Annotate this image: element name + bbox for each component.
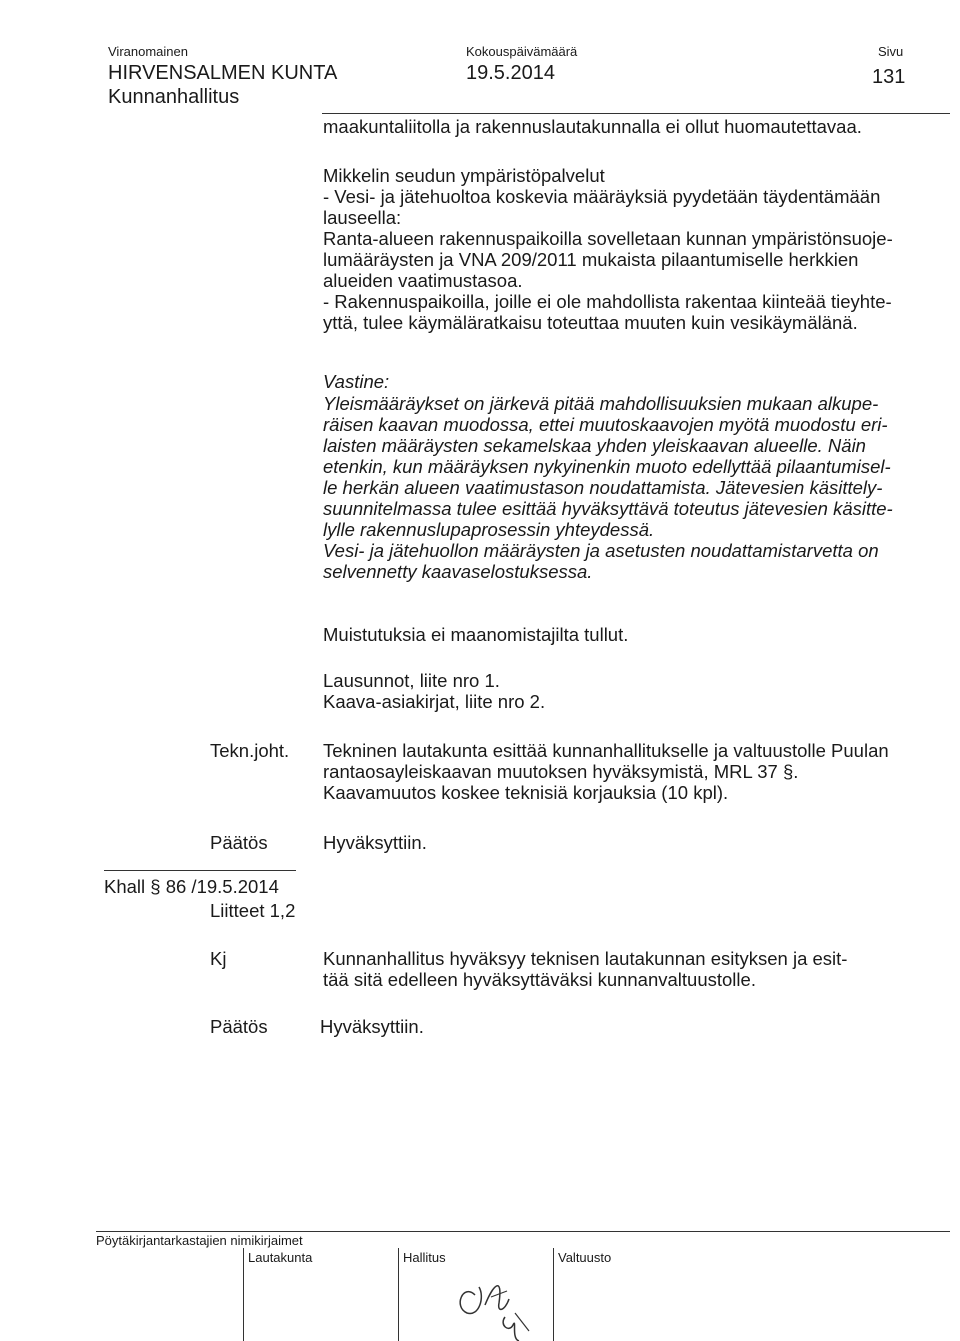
meeting-date: 19.5.2014 — [466, 62, 555, 84]
kj-proposal-line: Kunnanhallitus hyväksyy teknisen lautakunnan esityksen ja esit- — [323, 948, 848, 969]
statement-line: yttä, tulee käymäläratkaisu toteuttaa muuten kuin vesikäymälänä. — [323, 312, 858, 333]
proposal-block — [323, 740, 889, 803]
attachment-line: Kaava-asiakirjat, liite nro 2. — [323, 691, 546, 712]
reply-line: Vesi- ja jätehuollon määräysten ja asetusten noudattamistarvetta on — [323, 540, 879, 561]
footer-divider — [398, 1248, 399, 1341]
proposal-line: Tekninen lautakunta esittää kunnanhallitukselle ja valtuustolle Puulan — [323, 740, 889, 761]
footer-col-valtuusto: Valtuusto — [558, 1250, 612, 1265]
attachments-list — [323, 670, 545, 712]
proposal-line: Kaavamuutos koskee teknisiä korjauksia (10 kpl). — [323, 782, 729, 803]
section-rule — [104, 870, 296, 871]
continuation-text: maakuntaliitolla ja rakennuslautakunnalla ei ollut huomautettavaa. — [323, 116, 862, 137]
kj-proposal-block — [323, 948, 847, 990]
page-number: 131 — [872, 66, 906, 88]
handwritten-initials-signature — [445, 1255, 545, 1341]
header-rule — [322, 113, 950, 114]
footer-divider — [553, 1248, 554, 1341]
date-label: Kokouspäivämäärä — [466, 44, 578, 59]
reply-line: laisten määräysten sekamelskaa yhden yleiskaavan alueelle. Näin — [323, 435, 866, 456]
statement-line: - Rakennuspaikoilla, joille ei ole mahdollista rakentaa kiinteää tieyhte- — [323, 291, 892, 312]
reply-line: suunnitelmassa tulee esittää hyväksyttävä toteutus jätevesien käsitte- — [323, 498, 893, 519]
proposal-label: Tekn.joht. — [210, 740, 290, 761]
reply-line: lylle rakennuslupaprosessin yhteydessä. — [323, 519, 655, 540]
authority-label: Viranomainen — [108, 44, 188, 59]
reply-line: etenkin, kun määräyksen nykyinenkin muoto edellyttää pilaantumisel- — [323, 456, 891, 477]
reply-line: selvennetty kaavaselostuksessa. — [323, 561, 593, 582]
proposal-line: rantaosayleiskaavan muutoksen hyväksymistä, MRL 37 §. — [323, 761, 799, 782]
khall-reference: Khall § 86 /19.5.2014 — [104, 876, 279, 897]
kj-label: Kj — [210, 948, 227, 969]
reply-block — [323, 393, 893, 582]
decision2-text: Hyväksyttiin. — [320, 1016, 424, 1037]
statement-line: - Vesi- ja jätehuoltoa koskevia määräyksiä pyydetään täydentämään — [323, 186, 881, 207]
attachment-line: Lausunnot, liite nro 1. — [323, 670, 500, 691]
statement-line: lumääräysten ja VNA 209/2011 mukaista pilaantumiselle herkkien — [323, 249, 859, 270]
statement-line: Mikkelin seudun ympäristöpalvelut — [323, 165, 605, 186]
footer-divider — [243, 1248, 244, 1341]
statement-line: alueiden vaatimustasoa. — [323, 270, 523, 291]
khall-attachments: Liitteet 1,2 — [210, 900, 296, 921]
reply-line: räisen kaavan muodossa, ettei muutoskaavojen myötä muodostu eri- — [323, 414, 888, 435]
footer-rule — [96, 1231, 950, 1232]
statement-block — [323, 165, 893, 333]
statement-line: lauseella: — [323, 207, 402, 228]
decision2-label: Päätös — [210, 1016, 268, 1037]
landowners-note: Muistutuksia ei maanomistajilta tullut. — [323, 624, 629, 645]
footer-col-hallitus: Hallitus — [403, 1250, 446, 1265]
footer-col-lautakunta: Lautakunta — [248, 1250, 313, 1265]
reply-line: Yleismääräykset on järkevä pitää mahdollisuuksien mukaan alkupe- — [323, 393, 879, 414]
footer-title: Pöytäkirjantarkastajien nimikirjaimet — [96, 1233, 303, 1248]
reply-heading: Vastine: — [323, 371, 390, 392]
governing-body: Kunnanhallitus — [108, 86, 240, 108]
reply-line: le herkän alueen vaatimustason noudattamista. Jätevesien käsittely- — [323, 477, 883, 498]
decision1-text: Hyväksyttiin. — [323, 832, 427, 853]
page-label: Sivu — [878, 44, 904, 59]
authority-name: HIRVENSALMEN KUNTA — [108, 62, 338, 84]
statement-line: Ranta-alueen rakennuspaikoilla sovelletaan kunnan ympäristönsuoje- — [323, 228, 893, 249]
decision1-label: Päätös — [210, 832, 268, 853]
kj-proposal-line: tää sitä edelleen hyväksyttäväksi kunnanvaltuustolle. — [323, 969, 756, 990]
